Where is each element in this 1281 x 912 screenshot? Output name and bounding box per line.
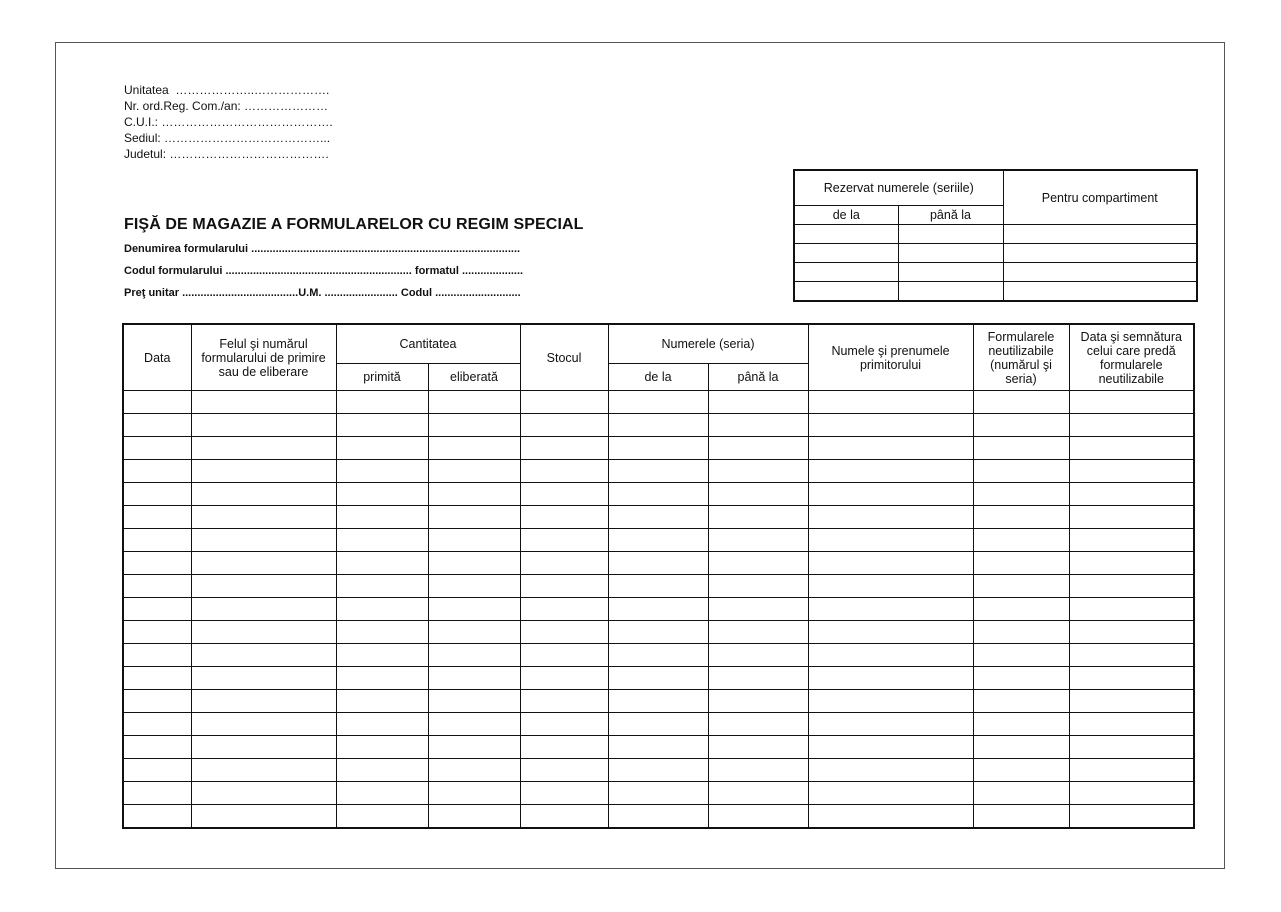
table-cell[interactable] bbox=[973, 713, 1069, 736]
reserve-header-to: până la bbox=[898, 206, 1003, 225]
table-cell[interactable] bbox=[123, 805, 191, 829]
table-cell[interactable] bbox=[608, 598, 708, 621]
col-numerele: Numerele (seria) bbox=[608, 324, 808, 364]
table-row bbox=[123, 713, 1194, 736]
col-semnatura: Data şi semnătura celui care predă formularele neutilizabile bbox=[1069, 324, 1194, 391]
table-row bbox=[123, 690, 1194, 713]
table-cell[interactable] bbox=[708, 575, 808, 598]
table-cell[interactable] bbox=[520, 759, 608, 782]
table-cell[interactable] bbox=[973, 437, 1069, 460]
table-cell[interactable] bbox=[1069, 713, 1194, 736]
table-cell[interactable] bbox=[973, 644, 1069, 667]
table-cell[interactable] bbox=[520, 529, 608, 552]
table-cell[interactable] bbox=[608, 667, 708, 690]
table-cell[interactable] bbox=[973, 575, 1069, 598]
table-cell[interactable] bbox=[336, 391, 428, 414]
header-judetul: Judetul: …………………………………. bbox=[124, 147, 329, 161]
table-cell[interactable] bbox=[708, 483, 808, 506]
table-cell[interactable] bbox=[608, 690, 708, 713]
col-cantitatea: Cantitatea bbox=[336, 324, 520, 364]
table-cell[interactable] bbox=[708, 506, 808, 529]
table-cell[interactable] bbox=[428, 782, 520, 805]
table-cell[interactable] bbox=[336, 805, 428, 829]
table-row bbox=[123, 414, 1194, 437]
col-stocul: Stocul bbox=[520, 324, 608, 391]
table-cell[interactable] bbox=[336, 782, 428, 805]
table-cell[interactable] bbox=[608, 713, 708, 736]
table-cell[interactable] bbox=[123, 621, 191, 644]
table-cell[interactable] bbox=[808, 736, 973, 759]
table-cell[interactable] bbox=[608, 575, 708, 598]
table-cell[interactable] bbox=[428, 529, 520, 552]
table-cell[interactable] bbox=[520, 391, 608, 414]
table-cell[interactable] bbox=[708, 644, 808, 667]
table-row bbox=[123, 644, 1194, 667]
table-cell[interactable] bbox=[1069, 552, 1194, 575]
table-cell[interactable] bbox=[191, 483, 336, 506]
table-cell[interactable] bbox=[123, 414, 191, 437]
table-cell[interactable] bbox=[1069, 437, 1194, 460]
table-cell[interactable] bbox=[898, 263, 1003, 282]
table-cell[interactable] bbox=[808, 713, 973, 736]
table-cell[interactable] bbox=[428, 575, 520, 598]
table-cell[interactable] bbox=[191, 506, 336, 529]
table-cell[interactable] bbox=[808, 414, 973, 437]
table-cell[interactable] bbox=[794, 244, 898, 263]
table-cell[interactable] bbox=[708, 391, 808, 414]
table-cell[interactable] bbox=[1069, 414, 1194, 437]
table-cell[interactable] bbox=[973, 391, 1069, 414]
table-cell[interactable] bbox=[428, 667, 520, 690]
table-cell[interactable] bbox=[123, 690, 191, 713]
table-row bbox=[123, 391, 1194, 414]
table-cell[interactable] bbox=[608, 736, 708, 759]
table-cell[interactable] bbox=[898, 225, 1003, 244]
table-cell[interactable] bbox=[428, 713, 520, 736]
table-cell[interactable] bbox=[608, 552, 708, 575]
table-cell[interactable] bbox=[1003, 282, 1197, 302]
table-cell[interactable] bbox=[336, 437, 428, 460]
table-cell[interactable] bbox=[191, 782, 336, 805]
table-cell[interactable] bbox=[1069, 598, 1194, 621]
table-cell[interactable] bbox=[520, 644, 608, 667]
table-cell[interactable] bbox=[191, 414, 336, 437]
table-cell[interactable] bbox=[336, 460, 428, 483]
table-cell[interactable] bbox=[608, 506, 708, 529]
table-cell[interactable] bbox=[608, 529, 708, 552]
table-cell[interactable] bbox=[608, 437, 708, 460]
reserve-row bbox=[794, 263, 1197, 282]
reserve-table bbox=[793, 169, 1198, 302]
table-cell[interactable] bbox=[336, 759, 428, 782]
table-cell[interactable] bbox=[973, 736, 1069, 759]
table-cell[interactable] bbox=[428, 437, 520, 460]
table-cell[interactable] bbox=[973, 529, 1069, 552]
table-cell[interactable] bbox=[708, 529, 808, 552]
table-cell[interactable] bbox=[973, 805, 1069, 829]
table-cell[interactable] bbox=[608, 483, 708, 506]
table-cell[interactable] bbox=[1069, 782, 1194, 805]
table-cell[interactable] bbox=[428, 483, 520, 506]
table-row bbox=[123, 529, 1194, 552]
reserve-table-body bbox=[794, 225, 1197, 302]
table-cell[interactable] bbox=[191, 736, 336, 759]
table-cell[interactable] bbox=[1003, 244, 1197, 263]
table-cell[interactable] bbox=[123, 529, 191, 552]
table-cell[interactable] bbox=[123, 713, 191, 736]
reserve-row bbox=[794, 282, 1197, 302]
col-pana-la: până la bbox=[708, 364, 808, 391]
table-cell[interactable] bbox=[608, 391, 708, 414]
table-cell[interactable] bbox=[191, 552, 336, 575]
table-cell[interactable] bbox=[336, 621, 428, 644]
table-cell[interactable] bbox=[336, 713, 428, 736]
table-row bbox=[123, 575, 1194, 598]
table-cell[interactable] bbox=[608, 759, 708, 782]
table-cell[interactable] bbox=[336, 529, 428, 552]
table-cell[interactable] bbox=[1069, 736, 1194, 759]
table-cell[interactable] bbox=[428, 552, 520, 575]
table-cell[interactable] bbox=[428, 506, 520, 529]
table-cell[interactable] bbox=[808, 805, 973, 829]
table-cell[interactable] bbox=[520, 713, 608, 736]
table-cell[interactable] bbox=[123, 437, 191, 460]
table-cell[interactable] bbox=[708, 805, 808, 829]
table-cell[interactable] bbox=[898, 244, 1003, 263]
table-row bbox=[123, 552, 1194, 575]
table-cell[interactable] bbox=[973, 460, 1069, 483]
table-cell[interactable] bbox=[973, 621, 1069, 644]
table-cell[interactable] bbox=[520, 736, 608, 759]
table-cell[interactable] bbox=[336, 552, 428, 575]
table-cell[interactable] bbox=[608, 644, 708, 667]
table-cell[interactable] bbox=[123, 598, 191, 621]
table-cell[interactable] bbox=[191, 529, 336, 552]
table-row bbox=[123, 483, 1194, 506]
main-table bbox=[122, 323, 1195, 829]
table-cell[interactable] bbox=[1069, 575, 1194, 598]
col-data: Data bbox=[123, 324, 191, 391]
table-cell[interactable] bbox=[973, 759, 1069, 782]
col-eliberata: eliberată bbox=[428, 364, 520, 391]
field-cod: Codul formularului ............................................................. formatul .................... bbox=[124, 265, 524, 277]
table-cell[interactable] bbox=[808, 506, 973, 529]
col-felul: Felul şi numărul formularului de primire sau de eliberare bbox=[191, 324, 336, 391]
table-cell[interactable] bbox=[520, 414, 608, 437]
table-cell[interactable] bbox=[520, 506, 608, 529]
table-cell[interactable] bbox=[808, 529, 973, 552]
reserve-header-from: de la bbox=[794, 206, 898, 225]
reserve-header-compartment: Pentru compartiment bbox=[1003, 170, 1197, 225]
table-cell[interactable] bbox=[808, 460, 973, 483]
table-cell[interactable] bbox=[191, 713, 336, 736]
table-cell[interactable] bbox=[708, 460, 808, 483]
table-cell[interactable] bbox=[1003, 225, 1197, 244]
table-cell[interactable] bbox=[808, 782, 973, 805]
reserve-header-numbers: Rezervat numerele (seriile) bbox=[794, 170, 1003, 206]
table-cell[interactable] bbox=[428, 391, 520, 414]
table-cell[interactable] bbox=[708, 552, 808, 575]
table-cell[interactable] bbox=[123, 667, 191, 690]
table-cell[interactable] bbox=[808, 667, 973, 690]
table-cell[interactable] bbox=[123, 552, 191, 575]
table-cell[interactable] bbox=[191, 805, 336, 829]
table-cell[interactable] bbox=[123, 391, 191, 414]
table-row bbox=[123, 667, 1194, 690]
table-cell[interactable] bbox=[808, 690, 973, 713]
table-row bbox=[123, 460, 1194, 483]
table-cell[interactable] bbox=[520, 805, 608, 829]
table-cell[interactable] bbox=[708, 598, 808, 621]
table-cell[interactable] bbox=[708, 621, 808, 644]
table-cell[interactable] bbox=[428, 414, 520, 437]
table-cell[interactable] bbox=[428, 644, 520, 667]
table-cell[interactable] bbox=[1069, 644, 1194, 667]
table-cell[interactable] bbox=[191, 690, 336, 713]
table-cell[interactable] bbox=[708, 690, 808, 713]
table-cell[interactable] bbox=[1069, 805, 1194, 829]
table-cell[interactable] bbox=[1069, 391, 1194, 414]
table-cell[interactable] bbox=[608, 782, 708, 805]
table-cell[interactable] bbox=[428, 598, 520, 621]
col-primita: primită bbox=[336, 364, 428, 391]
reserve-row bbox=[794, 244, 1197, 263]
reserve-row bbox=[794, 225, 1197, 244]
table-cell[interactable] bbox=[973, 552, 1069, 575]
table-cell[interactable] bbox=[191, 598, 336, 621]
table-cell[interactable] bbox=[336, 736, 428, 759]
document-title: FIŞĂ DE MAGAZIE A FORMULARELOR CU REGIM SPECIAL bbox=[124, 216, 584, 233]
table-cell[interactable] bbox=[973, 598, 1069, 621]
col-numele: Numele şi prenumele primitorului bbox=[808, 324, 973, 391]
table-row bbox=[123, 506, 1194, 529]
table-cell[interactable] bbox=[123, 460, 191, 483]
table-cell[interactable] bbox=[428, 736, 520, 759]
table-cell[interactable] bbox=[973, 414, 1069, 437]
table-cell[interactable] bbox=[123, 736, 191, 759]
table-cell[interactable] bbox=[808, 575, 973, 598]
table-cell[interactable] bbox=[520, 552, 608, 575]
table-cell[interactable] bbox=[191, 575, 336, 598]
table-cell[interactable] bbox=[708, 437, 808, 460]
table-cell[interactable] bbox=[973, 690, 1069, 713]
table-cell[interactable] bbox=[191, 621, 336, 644]
table-cell[interactable] bbox=[708, 414, 808, 437]
table-cell[interactable] bbox=[708, 667, 808, 690]
table-cell[interactable] bbox=[1069, 621, 1194, 644]
table-cell[interactable] bbox=[428, 621, 520, 644]
table-cell[interactable] bbox=[794, 282, 898, 302]
table-cell[interactable] bbox=[123, 575, 191, 598]
table-cell[interactable] bbox=[1003, 263, 1197, 282]
table-cell[interactable] bbox=[520, 667, 608, 690]
table-cell[interactable] bbox=[898, 282, 1003, 302]
table-cell[interactable] bbox=[973, 506, 1069, 529]
table-cell[interactable] bbox=[1069, 529, 1194, 552]
table-cell[interactable] bbox=[808, 552, 973, 575]
table-cell[interactable] bbox=[608, 805, 708, 829]
table-cell[interactable] bbox=[1069, 483, 1194, 506]
table-cell[interactable] bbox=[123, 506, 191, 529]
company-header bbox=[124, 82, 333, 162]
table-cell[interactable] bbox=[808, 483, 973, 506]
table-cell[interactable] bbox=[520, 483, 608, 506]
table-cell[interactable] bbox=[191, 460, 336, 483]
table-cell[interactable] bbox=[336, 483, 428, 506]
table-cell[interactable] bbox=[1069, 460, 1194, 483]
table-cell[interactable] bbox=[520, 598, 608, 621]
table-cell[interactable] bbox=[808, 598, 973, 621]
table-cell[interactable] bbox=[808, 437, 973, 460]
table-cell[interactable] bbox=[123, 644, 191, 667]
table-row bbox=[123, 759, 1194, 782]
table-cell[interactable] bbox=[794, 225, 898, 244]
table-cell[interactable] bbox=[708, 759, 808, 782]
table-cell[interactable] bbox=[336, 575, 428, 598]
table-row bbox=[123, 805, 1194, 829]
table-cell[interactable] bbox=[608, 414, 708, 437]
table-cell[interactable] bbox=[608, 621, 708, 644]
table-row bbox=[123, 736, 1194, 759]
table-cell[interactable] bbox=[336, 644, 428, 667]
table-cell[interactable] bbox=[794, 263, 898, 282]
table-cell[interactable] bbox=[191, 437, 336, 460]
table-cell[interactable] bbox=[191, 644, 336, 667]
table-cell[interactable] bbox=[336, 690, 428, 713]
table-cell[interactable] bbox=[520, 621, 608, 644]
table-cell[interactable] bbox=[336, 414, 428, 437]
table-cell[interactable] bbox=[123, 782, 191, 805]
table-cell[interactable] bbox=[1069, 759, 1194, 782]
table-cell[interactable] bbox=[191, 759, 336, 782]
table-cell[interactable] bbox=[708, 736, 808, 759]
table-cell[interactable] bbox=[191, 667, 336, 690]
table-cell[interactable] bbox=[336, 506, 428, 529]
table-cell[interactable] bbox=[428, 460, 520, 483]
table-cell[interactable] bbox=[520, 575, 608, 598]
col-de-la: de la bbox=[608, 364, 708, 391]
table-row bbox=[123, 621, 1194, 644]
table-cell[interactable] bbox=[123, 483, 191, 506]
header-unitatea: Unitatea ………………..………………. bbox=[124, 83, 330, 97]
table-row bbox=[123, 782, 1194, 805]
table-cell[interactable] bbox=[973, 667, 1069, 690]
table-row bbox=[123, 437, 1194, 460]
table-cell[interactable] bbox=[520, 782, 608, 805]
table-cell[interactable] bbox=[1069, 506, 1194, 529]
main-table-body bbox=[123, 391, 1194, 829]
header-cui: C.U.I.: ……………………………………. bbox=[124, 115, 333, 129]
table-cell[interactable] bbox=[1069, 690, 1194, 713]
table-cell[interactable] bbox=[808, 644, 973, 667]
table-cell[interactable] bbox=[608, 460, 708, 483]
header-sediul: Sediul: …………………………………... bbox=[124, 131, 331, 145]
table-cell[interactable] bbox=[336, 598, 428, 621]
table-cell[interactable] bbox=[708, 713, 808, 736]
table-cell[interactable] bbox=[191, 391, 336, 414]
table-row bbox=[123, 598, 1194, 621]
table-cell[interactable] bbox=[808, 759, 973, 782]
table-cell[interactable] bbox=[808, 391, 973, 414]
col-formulare: Formularele neutilizabile (numărul şi seria) bbox=[973, 324, 1069, 391]
table-cell[interactable] bbox=[520, 437, 608, 460]
field-pret: Preţ unitar ......................................U.M. ........................ Codul ............................ bbox=[124, 287, 521, 299]
table-cell[interactable] bbox=[428, 759, 520, 782]
table-cell[interactable] bbox=[973, 483, 1069, 506]
table-cell[interactable] bbox=[123, 759, 191, 782]
header-reg-com: Nr. ord.Reg. Com./an: ………………… bbox=[124, 99, 329, 113]
table-cell[interactable] bbox=[520, 460, 608, 483]
table-cell[interactable] bbox=[428, 690, 520, 713]
table-cell[interactable] bbox=[808, 621, 973, 644]
table-cell[interactable] bbox=[1069, 667, 1194, 690]
table-cell[interactable] bbox=[336, 667, 428, 690]
table-cell[interactable] bbox=[708, 782, 808, 805]
table-cell[interactable] bbox=[520, 690, 608, 713]
field-denumire: Denumirea formularului ........................................................................................ bbox=[124, 243, 521, 255]
table-cell[interactable] bbox=[428, 805, 520, 829]
table-cell[interactable] bbox=[973, 782, 1069, 805]
